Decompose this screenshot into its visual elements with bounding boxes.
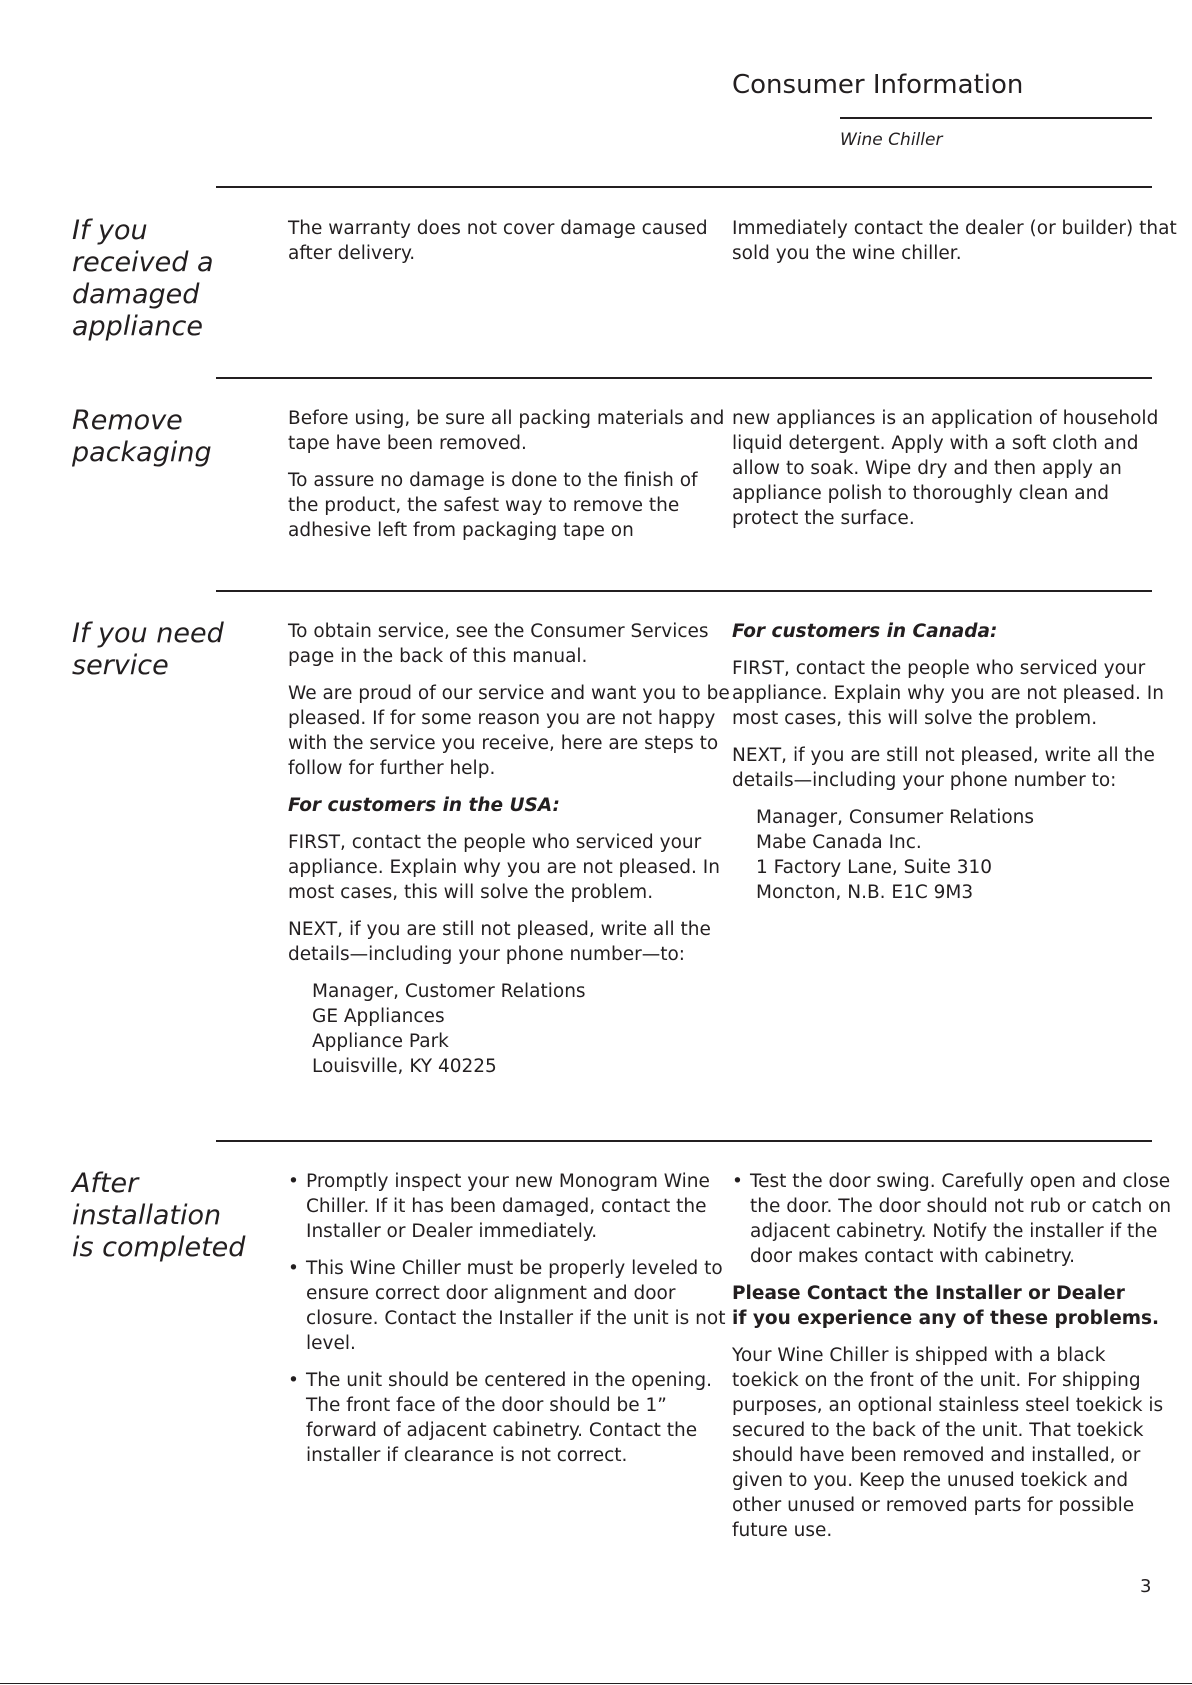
packaging-right-text: new appliances is an application of household liquid detergent. Apply with a soft cloth and allow to soak. Wipe dry and then apply an appliance polish to thoroughly clean and protect the surface. xyxy=(732,408,1159,529)
list-item: • Promptly inspect your new Monogram Wine Chiller. If it has been damaged, contact the Installer or Dealer immediately. xyxy=(288,1171,710,1242)
packaging-left-text: Before using, be sure all packing materials and tape have been removed. To assure no damage is done to the finish of the product, the safest way to remove the adhesive left from packaging tape on xyxy=(288,408,725,541)
page-title: Consumer Information xyxy=(732,70,1024,100)
canada-heading: For customers in Canada: xyxy=(732,621,998,642)
title-divider xyxy=(840,117,1152,119)
contact-note: Please Contact the Installer or Dealer if you experience any of these problems. xyxy=(732,1283,1160,1329)
section-heading-installation: After installation is completed xyxy=(72,1168,246,1263)
section-divider xyxy=(216,590,1152,592)
usa-address: Manager, Customer Relations GE Appliances Appliance Park Louisville, KY 40225 xyxy=(312,981,586,1077)
toekick-note: Your Wine Chiller is shipped with a black toekick on the front of the unit. For shipping purposes, an optional stainless steel toekick is secured to the back of the unit. That toekick should have been removed and installed, or given to you. Keep the unused toekick and other unused or removed parts for possible future use. xyxy=(732,1345,1164,1541)
section-heading-packaging: Remove packaging xyxy=(72,405,212,468)
section-heading-service: If you need service xyxy=(72,618,224,681)
damaged-right-text: Immediately contact the dealer (or builder) that sold you the wine chiller. xyxy=(732,218,1177,264)
page-number: 3 xyxy=(1140,1576,1152,1597)
service-left-text: To obtain service, see the Consumer Services page in the back of this manual. We are proud of our service and want you to be pleased. If for some reason you are not happy with the service you receive, here are steps to follow for further help. For customers in the USA: FIRST, contact the people who serviced your appliance. Explain why you are not pleased. In most cases, this will solve the problem. NEXT, if you are still not pleased, write all the details—including your phone number—to: Manager, Customer Relations GE Appliances Appliance Park Louisville, KY 40225 xyxy=(288,619,733,1091)
canada-address: Manager, Consumer Relations Mabe Canada Inc. 1 Factory Lane, Suite 310 Moncton, N.B. E1C 9M3 xyxy=(756,807,1035,903)
installation-right-text xyxy=(732,1169,1177,1555)
usa-heading: For customers in the USA: xyxy=(288,795,560,816)
page-subtitle: Wine Chiller xyxy=(840,130,943,150)
service-right-text: For customers in Canada: FIRST, contact the people who serviced your appliance. Explain why you are not pleased. In most cases, this will solve the problem. NEXT, if you are still not pleased, write all the details—including your phone number to: Manager, Consumer Relations Mabe Canada Inc. 1 Factory Lane, Suite 310 Moncton, N.B. E1C 9M3 xyxy=(732,619,1177,917)
section-heading-damaged: If you received a damaged appliance xyxy=(72,215,214,342)
list-item: • The unit should be centered in the opening. The front face of the door should be 1” forward of adjacent cabinetry. Contact the installer if clearance is not correct. xyxy=(288,1370,712,1466)
section-divider xyxy=(216,1140,1152,1142)
damaged-left-text: The warranty does not cover damage caused after delivery. xyxy=(288,218,708,264)
list-item: • This Wine Chiller must be properly leveled to ensure correct door alignment and door closure. Contact the Installer if the unit is not level. xyxy=(288,1258,726,1354)
list-item: • Test the door swing. Carefully open and close the door. The door should not rub or catch on adjacent cabinetry. Notify the installer if the door makes contact with cabinetry. xyxy=(732,1171,1172,1267)
section-divider xyxy=(216,377,1152,379)
footer-divider xyxy=(0,1683,1192,1684)
installation-left-text xyxy=(288,1169,733,1480)
section-divider xyxy=(216,186,1152,188)
